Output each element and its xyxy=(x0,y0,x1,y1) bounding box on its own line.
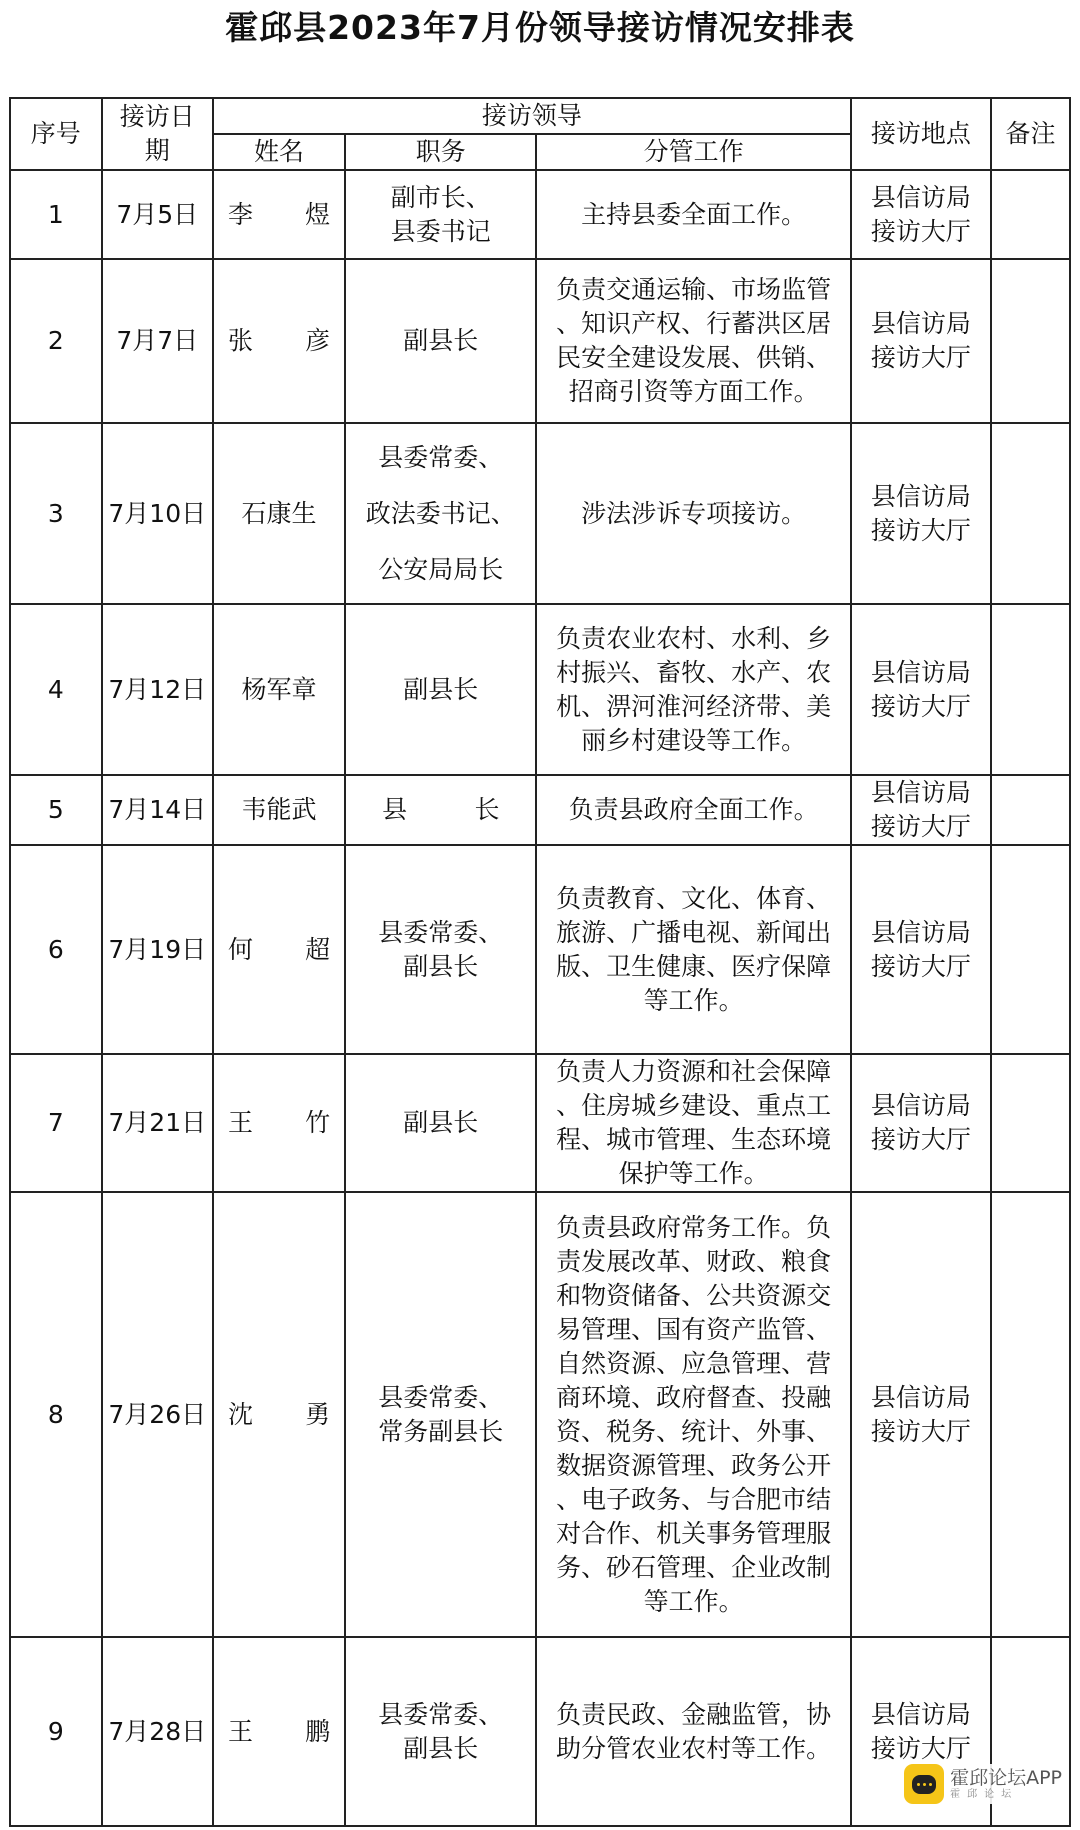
seq-cell: 7 xyxy=(10,1054,102,1192)
table-row xyxy=(10,845,1070,1054)
note-cell xyxy=(991,845,1070,1054)
work-cell: 负责交通运输、市场监管 、知识产权、行蓄洪区居 民安全建设发展、供销、 招商引资等方面工作。 xyxy=(536,259,850,423)
table-row xyxy=(10,775,1070,845)
table-row xyxy=(10,1054,1070,1192)
note-cell xyxy=(991,775,1070,845)
date-cell: 7月7日 xyxy=(102,259,213,423)
position-cell: 副县长 xyxy=(345,1054,536,1192)
date-cell: 7月14日 xyxy=(102,775,213,845)
header-date: 接访日 期 xyxy=(102,98,213,170)
position-cell: 县委常委、 常务副县长 xyxy=(345,1192,536,1637)
date-cell: 7月26日 xyxy=(102,1192,213,1637)
name-cell: 王 竹 xyxy=(213,1054,345,1192)
name-cell: 杨军章 xyxy=(213,604,345,775)
place-cell: 县信访局 接访大厅 xyxy=(851,845,991,1054)
schedule-table xyxy=(9,97,1071,1827)
date-cell: 7月19日 xyxy=(102,845,213,1054)
table-row xyxy=(10,423,1070,604)
position-cell: 副县长 xyxy=(345,604,536,775)
header-name: 姓名 xyxy=(213,134,345,170)
header-position: 职务 xyxy=(345,134,536,170)
work-cell: 涉法涉诉专项接访。 xyxy=(536,423,850,604)
work-cell: 负责县政府全面工作。 xyxy=(536,775,850,845)
date-cell: 7月5日 xyxy=(102,170,213,259)
date-cell: 7月10日 xyxy=(102,423,213,604)
note-cell xyxy=(991,170,1070,259)
seq-cell: 5 xyxy=(10,775,102,845)
note-cell xyxy=(991,1054,1070,1192)
place-cell: 县信访局 接访大厅 xyxy=(851,1637,991,1826)
table-row xyxy=(10,604,1070,775)
seq-cell: 1 xyxy=(10,170,102,259)
name-cell: 沈 勇 xyxy=(213,1192,345,1637)
seq-cell: 2 xyxy=(10,259,102,423)
place-cell: 县信访局 接访大厅 xyxy=(851,604,991,775)
work-cell: 负责农业农村、水利、乡 村振兴、畜牧、水产、农 机、淠河淮河经济带、美 丽乡村建设等工作。 xyxy=(536,604,850,775)
seq-cell: 6 xyxy=(10,845,102,1054)
name-cell: 石康生 xyxy=(213,423,345,604)
name-cell: 韦能武 xyxy=(213,775,345,845)
place-cell: 县信访局 接访大厅 xyxy=(851,259,991,423)
note-cell xyxy=(991,1192,1070,1637)
table-row xyxy=(10,170,1070,259)
name-cell: 王 鹏 xyxy=(213,1637,345,1826)
table-row xyxy=(10,259,1070,423)
name-cell: 何 超 xyxy=(213,845,345,1054)
work-cell: 负责县政府常务工作。负 责发展改革、财政、粮食 和物资储备、公共资源交 易管理、国有资产监管、 自然资源、应急管理、营 商环境、政府督查、投融 资、税务、统计、外事、 数据资源管理、政务公开 、电子政务、与合肥市结 对合作、机关事务管理服 务、砂石管理、企业改制 等工作。 xyxy=(536,1192,850,1637)
name-cell: 李 煜 xyxy=(213,170,345,259)
work-cell: 主持县委全面工作。 xyxy=(536,170,850,259)
position-cell: 县委常委、 副县长 xyxy=(345,1637,536,1826)
work-cell: 负责教育、文化、体育、 旅游、广播电视、新闻出 版、卫生健康、医疗保障 等工作。 xyxy=(536,845,850,1054)
position-cell: 县委常委、 政法委书记、 公安局局长 xyxy=(345,423,536,604)
watermark-subtext: 霍邱论坛 xyxy=(950,1789,1019,1800)
work-cell: 负责民政、金融监管，协 助分管农业农村等工作。 xyxy=(536,1637,850,1826)
position-cell: 县委常委、 副县长 xyxy=(345,845,536,1054)
position-cell: 县 长 xyxy=(345,775,536,845)
watermark xyxy=(904,1764,1062,1804)
note-cell xyxy=(991,604,1070,775)
position-cell: 副市长、 县委书记 xyxy=(345,170,536,259)
date-cell: 7月12日 xyxy=(102,604,213,775)
date-cell: 7月28日 xyxy=(102,1637,213,1826)
header-place: 接访地点 xyxy=(851,98,991,170)
position-cell: 副县长 xyxy=(345,259,536,423)
seq-cell: 8 xyxy=(10,1192,102,1637)
work-cell: 负责人力资源和社会保障 、住房城乡建设、重点工 程、城市管理、生态环境 保护等工作。 xyxy=(536,1054,850,1192)
place-cell: 县信访局 接访大厅 xyxy=(851,170,991,259)
seq-cell: 9 xyxy=(10,1637,102,1826)
chat-bubble-icon xyxy=(904,1764,944,1804)
place-cell: 县信访局 接访大厅 xyxy=(851,423,991,604)
header-leader: 接访领导 xyxy=(213,98,851,134)
watermark-text: 霍邱论坛APP xyxy=(950,1767,1062,1789)
header-work: 分管工作 xyxy=(536,134,850,170)
seq-cell: 3 xyxy=(10,423,102,604)
note-cell xyxy=(991,423,1070,604)
name-cell: 张 彦 xyxy=(213,259,345,423)
note-cell xyxy=(991,259,1070,423)
place-cell: 县信访局 接访大厅 xyxy=(851,1054,991,1192)
place-cell: 县信访局 接访大厅 xyxy=(851,1192,991,1637)
header-seq: 序号 xyxy=(10,98,102,170)
table-row xyxy=(10,1192,1070,1637)
page-title: 霍邱县2023年7月份领导接访情况安排表 xyxy=(225,8,855,47)
place-cell: 县信访局 接访大厅 xyxy=(851,775,991,845)
seq-cell: 4 xyxy=(10,604,102,775)
date-cell: 7月21日 xyxy=(102,1054,213,1192)
header-note: 备注 xyxy=(991,98,1070,170)
